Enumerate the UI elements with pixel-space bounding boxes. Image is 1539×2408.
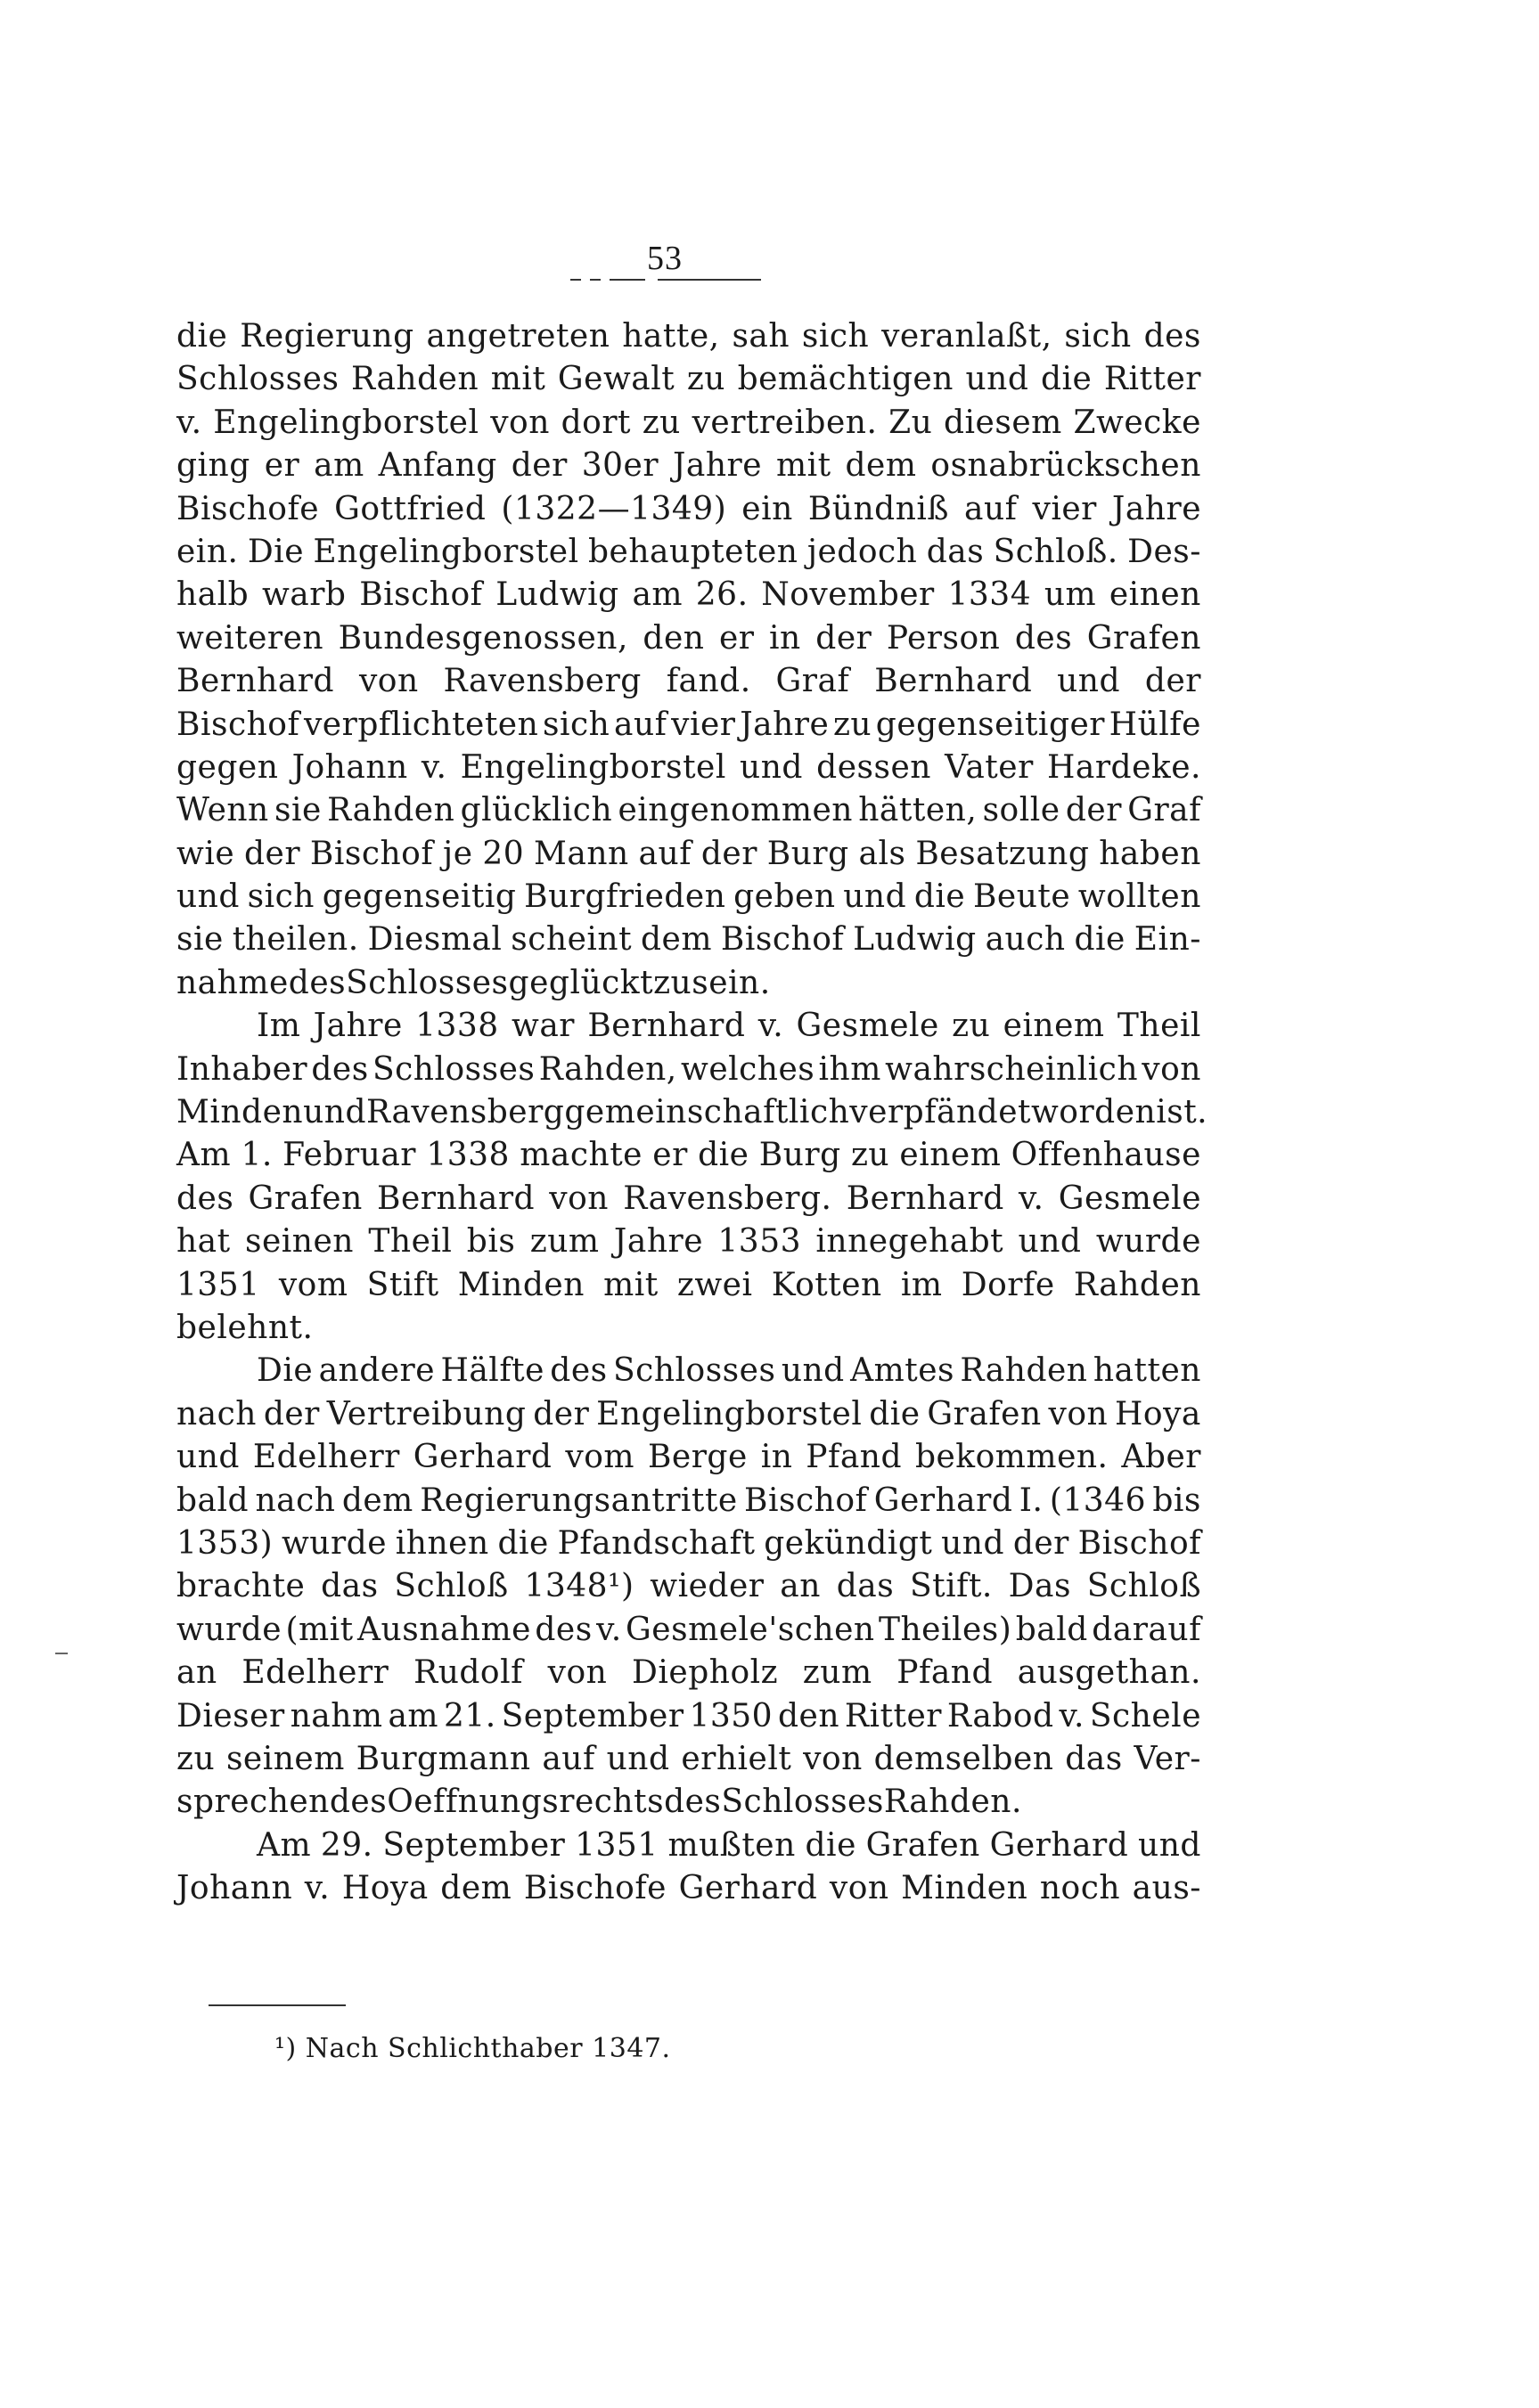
text-line: Minden und Ravensberg gemeinschaftlich verpfändet worden ist. <box>176 1094 1208 1131</box>
text-line: zu seinem Burgmann auf und erhielt von demselben das Ver- <box>176 1740 1201 1777</box>
text-line: an Edelherr Rudolf von Diepholz zum Pfand ausgethan. <box>176 1654 1201 1692</box>
text-line: Bernhard von Ravensberg fand. Graf Bernhard und der <box>176 663 1201 700</box>
text-line: belehnt. <box>176 1309 314 1346</box>
text-line: wie der Bischof je 20 Mann auf der Burg als Besatzung haben <box>176 835 1201 872</box>
text-line: und sich gegenseitig Burgfrieden geben und die Beute wollten <box>176 878 1201 916</box>
margin-mark <box>55 1653 68 1654</box>
text-line: Am 1. Februar 1338 machte er die Burg zu einem Offenhause <box>176 1137 1201 1174</box>
text-line: 1351 vom Stift Minden mit zwei Kotten im Dorfe Rahden <box>176 1266 1201 1303</box>
text-line: Dieser nahm am 21. September 1350 den Ritter Rabod v. Schele <box>176 1697 1201 1735</box>
header-rule-dash <box>590 279 601 281</box>
footnote: ¹) Nach Schlichthaber 1347. <box>274 2033 671 2064</box>
paragraph <box>176 1350 1201 1824</box>
text-line: Die andere Hälfte des Schlosses und Amtes Rahden hatten <box>257 1352 1201 1390</box>
text-line: nach der Vertreibung der Engelingborstel die Grafen von Hoya <box>176 1395 1201 1433</box>
text-line: Im Jahre 1338 war Bernhard v. Gesmele zu einem Theil <box>257 1008 1201 1045</box>
header-rule-dash <box>610 279 645 281</box>
text-line: nahme des Schlosses geglückt zu sein. <box>176 964 771 1001</box>
text-line: gegen Johann v. Engelingborstel und dessen Vater Hardeke. <box>176 748 1201 786</box>
page-number: 53 <box>647 240 683 277</box>
text-line: Wenn sie Rahden glücklich eingenommen hätten, solle der Graf <box>176 792 1201 829</box>
text-line: brachte das Schloß 1348¹) wieder an das Stift. Das Schloß <box>176 1568 1201 1605</box>
text-line: 1353) wurde ihnen die Pfandschaft gekündigt und der Bischof <box>176 1524 1201 1562</box>
text-line: Bischofe Gottfried (1322—1349) ein Bündniß auf vier Jahre <box>176 490 1201 527</box>
text-line: halb warb Bischof Ludwig am 26. November 1334 um einen <box>176 576 1201 614</box>
text-line: ein. Die Engelingborstel behaupteten jedoch das Schloß. Des- <box>176 533 1201 570</box>
text-line: sie theilen. Diesmal scheint dem Bischof Ludwig auch die Ein- <box>176 921 1201 959</box>
paragraph <box>176 1005 1208 1350</box>
text-line: Inhaber des Schlosses Rahden, welches ihm wahrscheinlich von <box>176 1050 1201 1088</box>
text-line: des Grafen Bernhard von Ravensberg. Bernhard v. Gesmele <box>176 1180 1201 1217</box>
text-line: v. Engelingborstel von dort zu vertreiben. Zu diesem Zwecke <box>176 404 1201 441</box>
text-line: bald nach dem Regierungsantritte Bischof Gerhard I. (1346 bis <box>176 1482 1201 1519</box>
footnote-rule <box>209 2004 346 2006</box>
text-line: ging er am Anfang der 30er Jahre mit dem osnabrückschen <box>176 447 1201 485</box>
text-line: und Edelherr Gerhard vom Berge in Pfand bekommen. Aber <box>176 1439 1201 1476</box>
text-line: weiteren Bundesgenossen, den er in der Person des Grafen <box>176 619 1201 657</box>
body-text <box>176 315 1208 1910</box>
paragraph <box>176 315 1201 1005</box>
text-line: hat seinen Theil bis zum Jahre 1353 innegehabt und wurde <box>176 1223 1201 1261</box>
header-rule-dash <box>570 279 581 281</box>
text-line: sprechen des Oeffnungsrechts des Schlosses Rahden. <box>176 1784 1022 1821</box>
paragraph <box>176 1824 1201 1911</box>
text-line: die Regierung angetreten hatte, sah sich veranlaßt, sich des <box>176 318 1201 355</box>
text-line: wurde (mit Ausnahme des v. Gesmele'schen Theiles) bald darauf <box>176 1611 1201 1648</box>
text-line: Schlosses Rahden mit Gewalt zu bemächtigen und die Ritter <box>176 361 1201 398</box>
header-rule <box>658 279 761 281</box>
text-line: Bischof verpflichteten sich auf vier Jahre zu gegenseitiger Hülfe <box>176 706 1201 743</box>
text-line: Johann v. Hoya dem Bischofe Gerhard von Minden noch aus- <box>176 1870 1201 1907</box>
text-line: Am 29. September 1351 mußten die Grafen Gerhard und <box>257 1826 1201 1864</box>
